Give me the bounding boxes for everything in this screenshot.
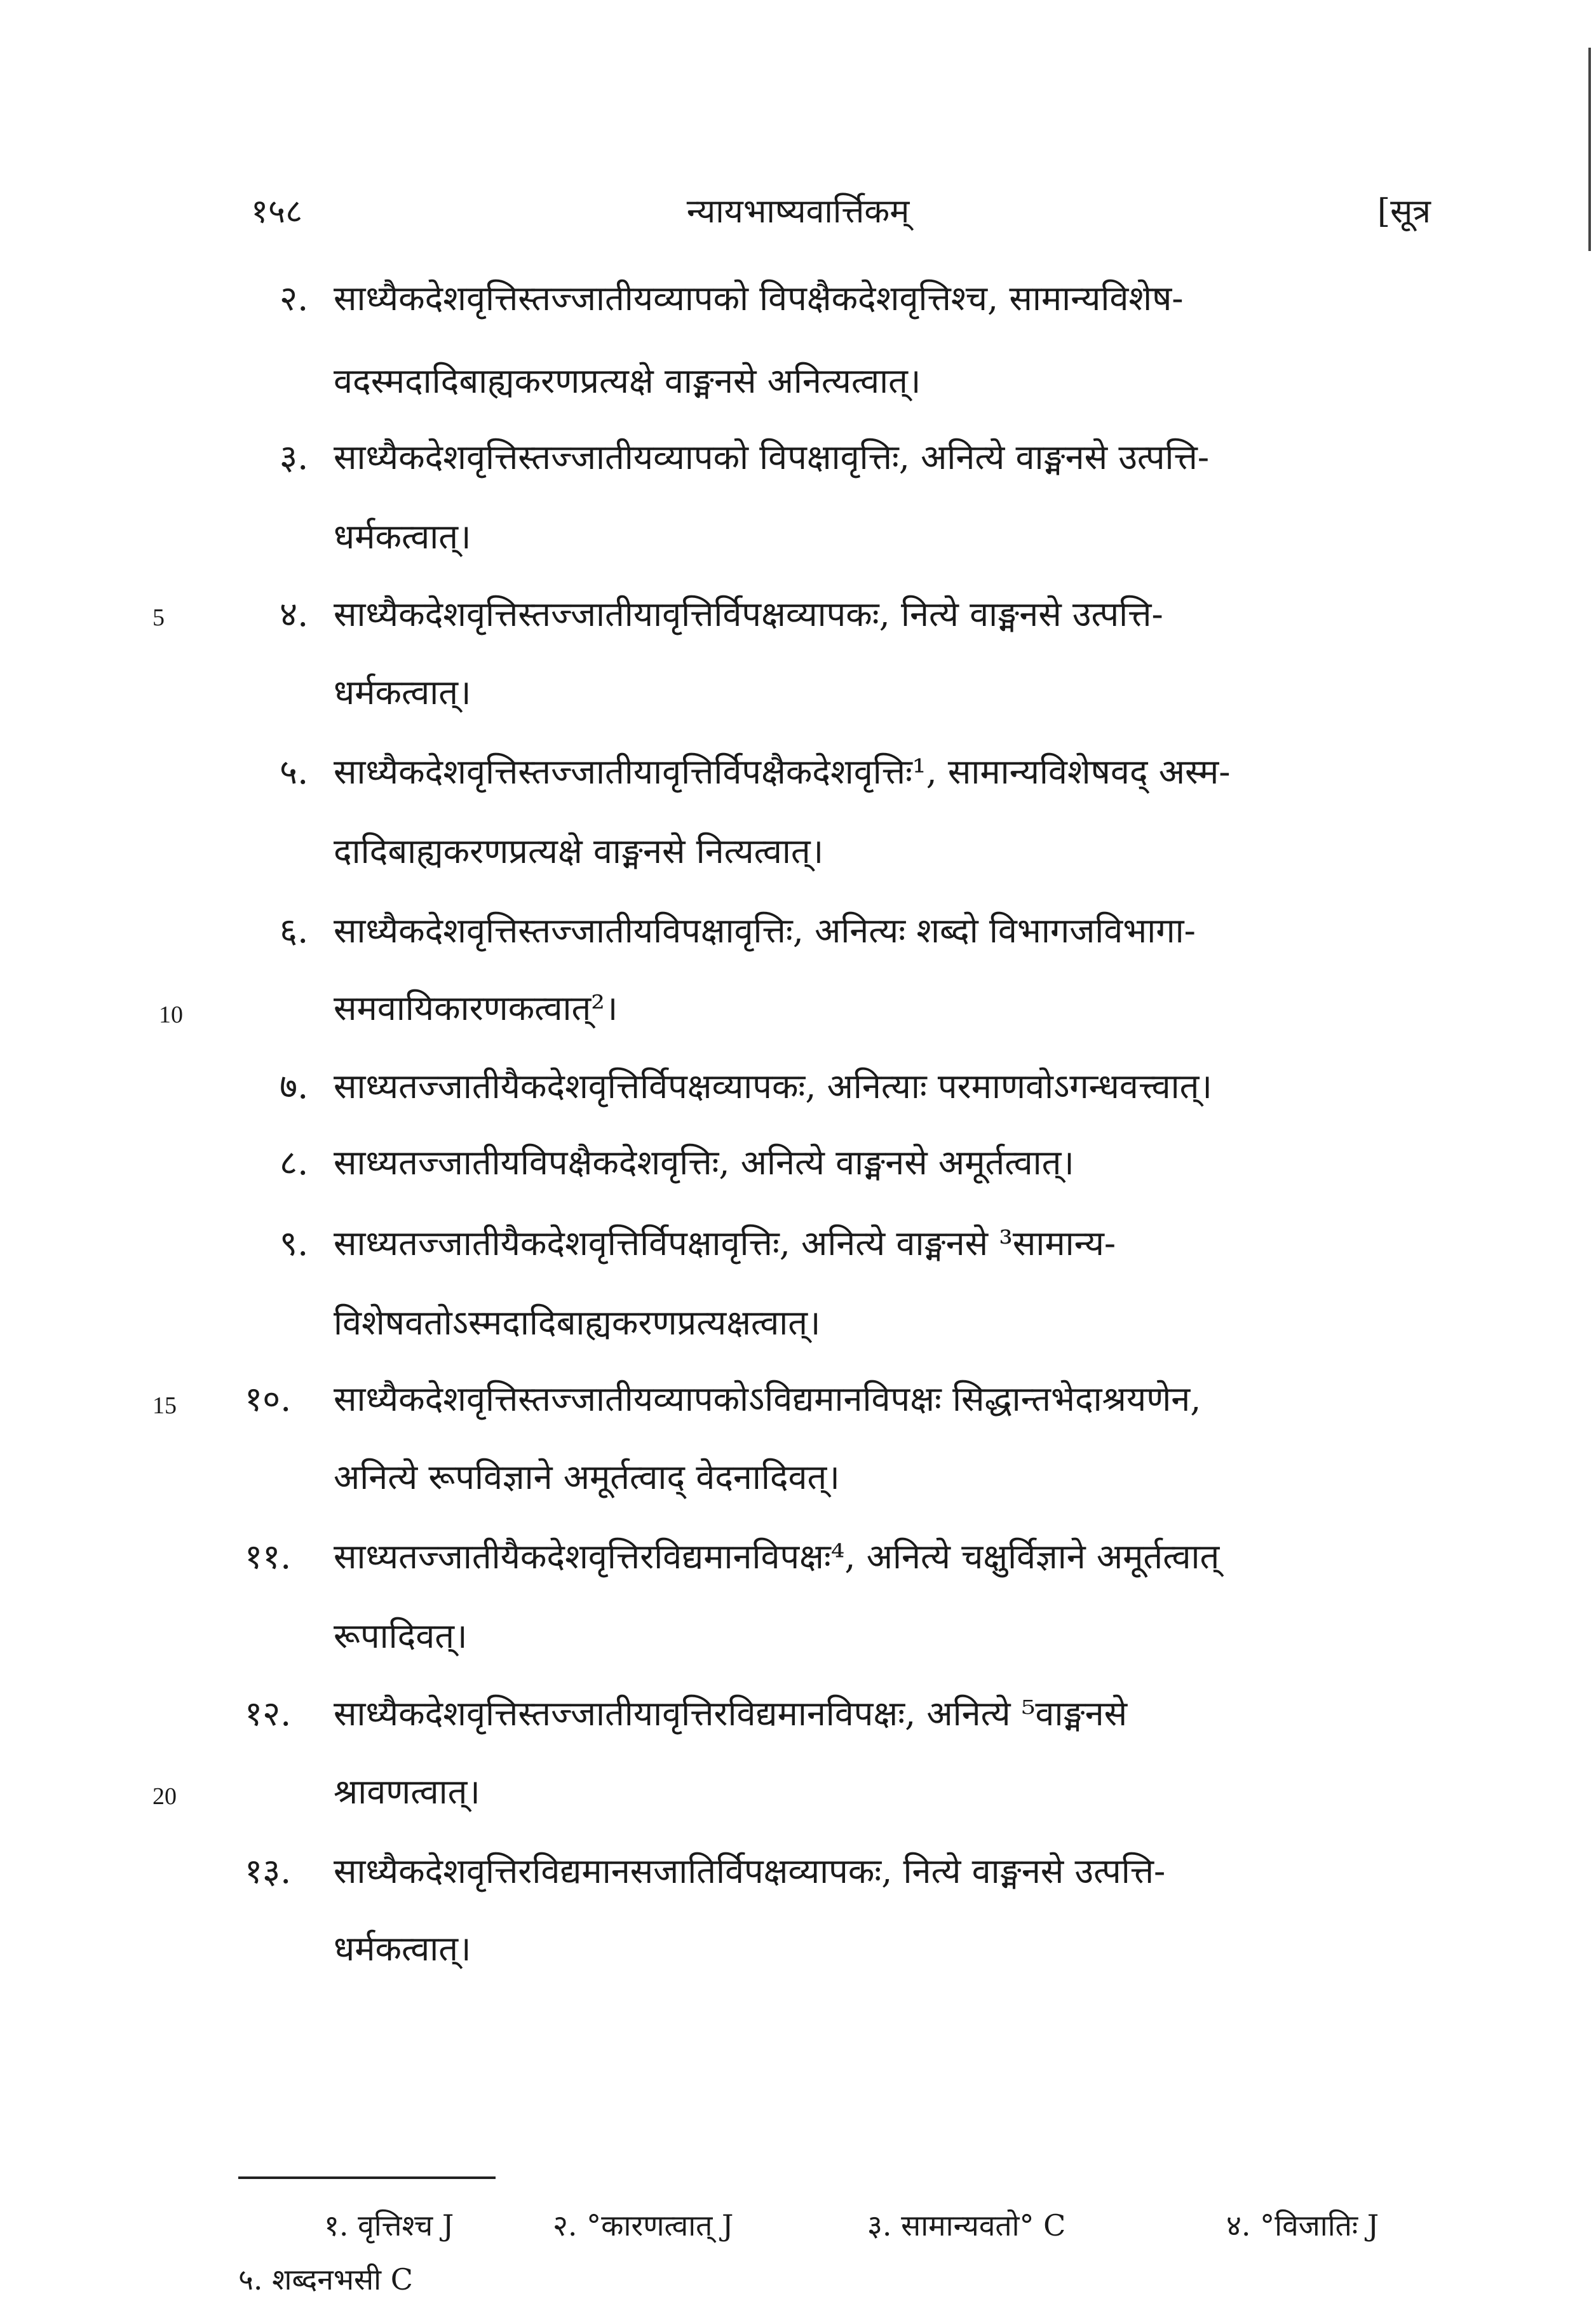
- item-number: ७.: [280, 1066, 309, 1106]
- section-label: [सूत्र: [1377, 193, 1431, 231]
- margin-line-number: 10: [159, 1001, 183, 1028]
- item-number: १०.: [245, 1379, 292, 1419]
- item-line: धर्मकत्वात्।: [334, 517, 471, 557]
- item-line: वदस्मदादिबाह्यकरणप्रत्यक्षे वाङ्मनसे अनित्यत्वात्।: [334, 361, 921, 401]
- page-number: १५८: [251, 193, 303, 231]
- footnote-rule: [238, 2176, 496, 2179]
- item-number: ८.: [280, 1143, 309, 1183]
- item-number: ३.: [280, 437, 309, 477]
- item-number: ६.: [280, 911, 309, 951]
- footnote: ४. °विजातिः J: [1226, 2208, 1379, 2243]
- running-title: न्यायभाष्यवार्त्तिकम्: [686, 193, 910, 231]
- footnote: २. °कारणत्वात् J: [553, 2208, 734, 2243]
- item-number: ११.: [245, 1537, 292, 1577]
- item-number: २.: [280, 278, 309, 318]
- item-line: साध्यतज्जातीयैकदेशवृत्तिर्विपक्षव्यापकः, अनित्याः परमाणवोऽगन्धवत्त्वात्।: [334, 1066, 1212, 1106]
- item-line: दादिबाह्यकरणप्रत्यक्षे वाङ्मनसे नित्यत्वात्।: [334, 831, 824, 871]
- footnote: ५. शब्दनभसी C: [238, 2262, 413, 2297]
- item-line: साध्यैकदेशवृत्तिस्तज्जातीयविपक्षावृत्तिः, अनित्यः शब्दो विभागजविभागा-: [334, 911, 1196, 951]
- item-number: ५.: [280, 752, 309, 792]
- item-line: श्रावणत्वात्।: [334, 1772, 480, 1812]
- item-line: साध्यतज्जातीयैकदेशवृत्तिरविद्यमानविपक्षः⁴, अनित्ये चक्षुर्विज्ञाने अमूर्तत्वात्: [334, 1537, 1220, 1577]
- item-line: अनित्ये रूपविज्ञाने अमूर्तत्वाद् वेदनादिवत्।: [334, 1457, 840, 1497]
- margin-line-number: 20: [152, 1783, 177, 1810]
- item-line: साध्यैकदेशवृत्तिस्तज्जातीयव्यापको विपक्षावृत्तिः, अनित्ये वाङ्मनसे उत्पत्ति-: [334, 437, 1210, 477]
- item-line: विशेषवतोऽस्मदादिबाह्यकरणप्रत्यक्षत्वात्।: [334, 1303, 821, 1343]
- item-line: साध्यैकदेशवृत्तिस्तज्जातीयव्यापकोऽविद्यमानविपक्षः सिद्धान्तभेदाश्रयणेन,: [334, 1379, 1201, 1419]
- item-line: साध्यैकदेशवृत्तिस्तज्जातीयावृत्तिर्विपक्षैकदेशवृत्तिः¹, सामान्यविशेषवद् अस्म-: [334, 752, 1231, 792]
- item-line: रूपादिवत्।: [334, 1616, 468, 1656]
- item-number: ९.: [280, 1223, 309, 1263]
- item-line: साध्यैकदेशवृत्तिस्तज्जातीयावृत्तिरविद्यमानविपक्षः, अनित्ये ⁵वाङ्मनसे: [334, 1694, 1128, 1734]
- footnote: ३. सामान्यवतो° C: [867, 2208, 1066, 2243]
- item-number: १३.: [245, 1851, 292, 1891]
- item-line: धर्मकत्वात्।: [334, 672, 471, 712]
- footnote: १. वृत्तिश्च J: [324, 2208, 454, 2243]
- item-line: साध्यैकदेशवृत्तिस्तज्जातीयावृत्तिर्विपक्षव्यापकः, नित्ये वाङ्मनसे उत्पत्ति-: [334, 594, 1163, 634]
- margin-line-number: 15: [152, 1392, 177, 1419]
- margin-line-number: 5: [152, 604, 165, 631]
- item-line: साध्यैकदेशवृत्तिरविद्यमानसजातिर्विपक्षव्यापकः, नित्ये वाङ्मनसे उत्पत्ति-: [334, 1851, 1166, 1891]
- item-line: धर्मकत्वात्।: [334, 1929, 471, 1969]
- item-line: साध्यतज्जातीयैकदेशवृत्तिर्विपक्षावृत्तिः, अनित्ये वाङ्मनसे ³सामान्य-: [334, 1223, 1116, 1263]
- item-line: साध्यतज्जातीयविपक्षैकदेशवृत्तिः, अनित्ये वाङ्मनसे अमूर्तत्वात्।: [334, 1143, 1074, 1183]
- item-number: ४.: [280, 594, 309, 634]
- item-line: साध्यैकदेशवृत्तिस्तज्जातीयव्यापको विपक्षैकदेशवृत्तिश्च, सामान्यविशेष-: [334, 278, 1184, 318]
- item-number: १२.: [245, 1694, 292, 1734]
- item-line: समवायिकारणकत्वात्²।: [334, 988, 618, 1028]
